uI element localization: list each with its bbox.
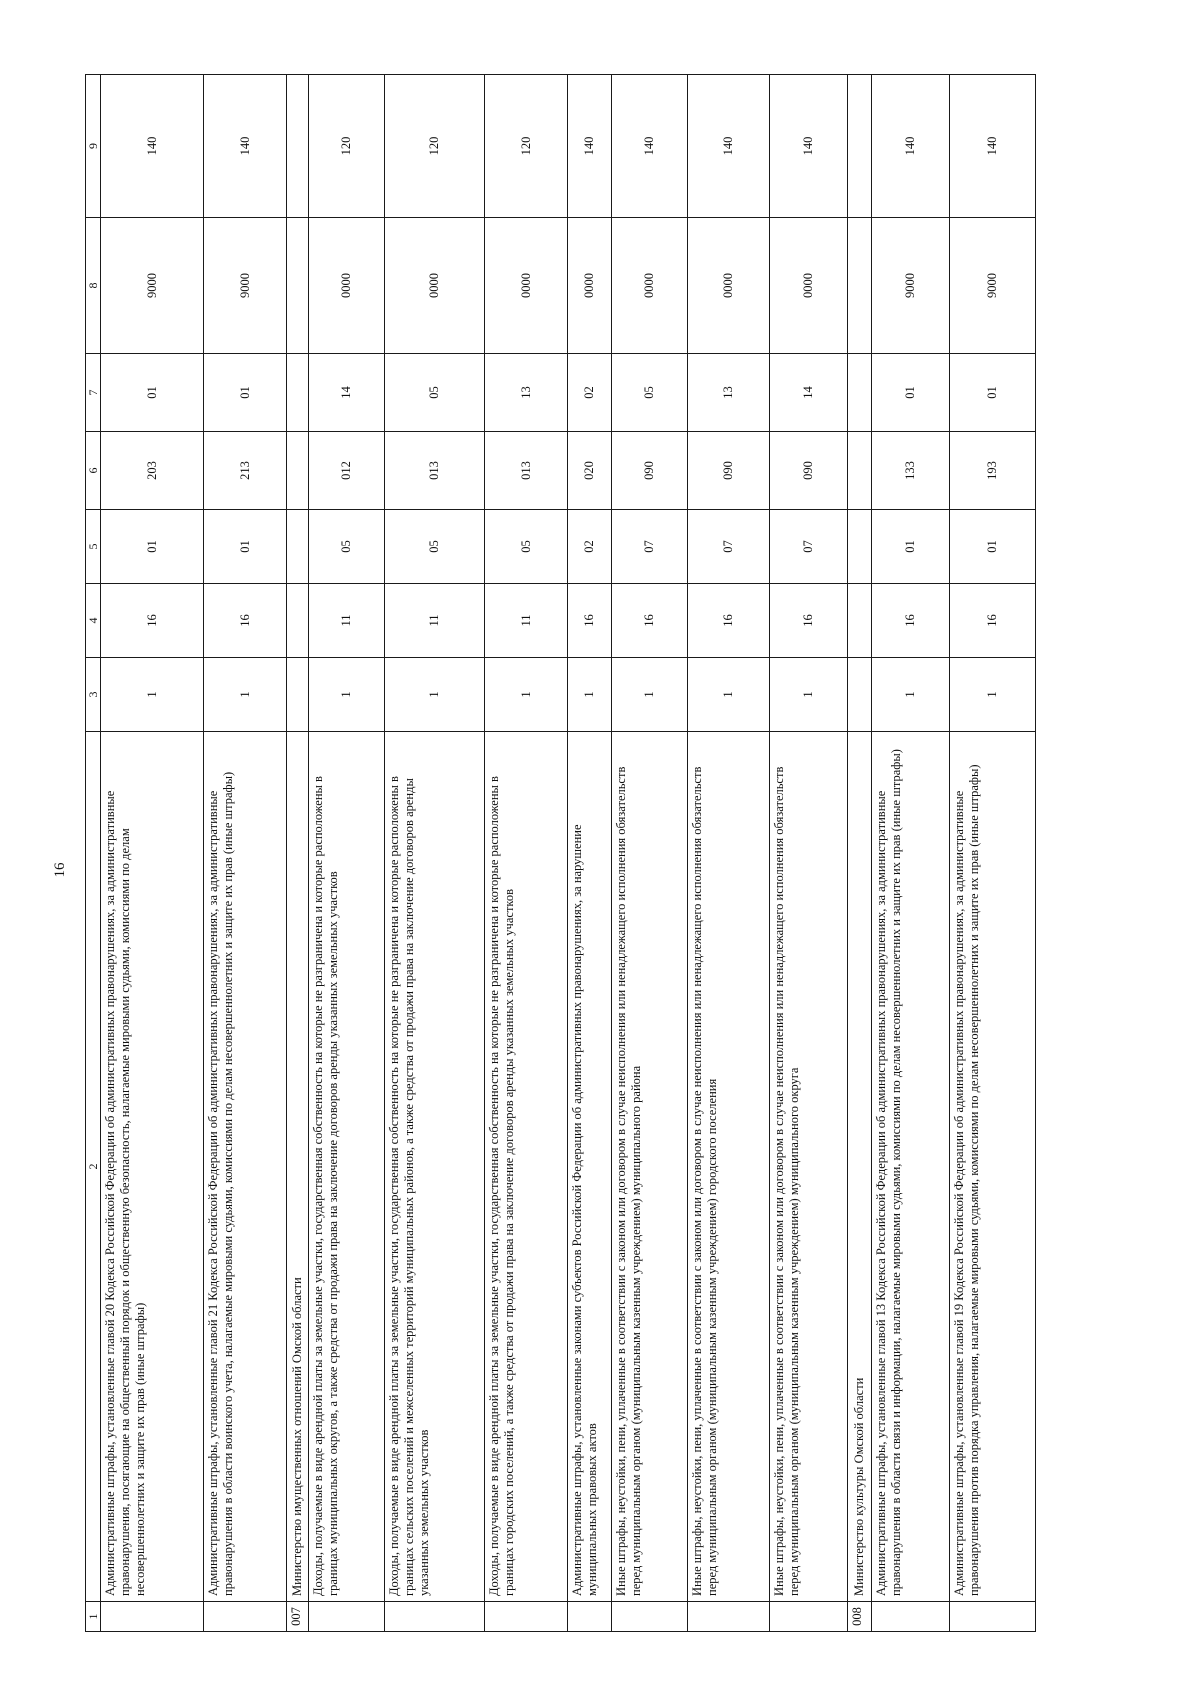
code-cell: 05 (612, 354, 688, 432)
code-cell: 07 (770, 510, 848, 584)
column-number: 5 (86, 510, 101, 584)
code-cell (848, 510, 872, 584)
code-cell (287, 354, 309, 432)
code-cell: 14 (309, 354, 385, 432)
code-cell: 193 (950, 432, 1036, 510)
description-cell: Административные штрафы, установленные законами субъектов Российской Федерации об административных правонарушениях, за нарушение муниципальных правовых актов (568, 732, 612, 1602)
description-cell: Иные штрафы, неустойки, пени, уплаченные в соответствии с законом или договором в случае неисполнения или ненадлежащего исполнения обязательств перед муниципальным органом (муниципальным казенным учреждением) муниципального округа (770, 732, 848, 1602)
code-cell: 0000 (568, 218, 612, 354)
description-cell: Доходы, получаемые в виде арендной платы за земельные участки, государственная собственность на которые не разграничена и которые расположены в границах муниципальных округов, а также средства от продажи права на заключение договоров аренды указанных земельных участков (309, 732, 385, 1602)
admin-code-cell (101, 1602, 204, 1632)
code-cell: 16 (688, 584, 770, 658)
description-cell: Иные штрафы, неустойки, пени, уплаченные в соответствии с законом или договором в случае неисполнения или ненадлежащего исполнения обязательств перед муниципальным органом (муниципальным казенным учреждением) городского поселения (688, 732, 770, 1602)
code-cell (848, 658, 872, 732)
code-cell: 11 (309, 584, 385, 658)
code-cell: 13 (688, 354, 770, 432)
description-cell: Административные штрафы, установленные главой 21 Кодекса Российской Федерации об административных правонарушениях, за административные правонарушения в области воинского учета, налагаемые мировыми судьями, комиссиями по делам несовершеннолетних и защите их прав (иные штрафы) (204, 732, 287, 1602)
admin-code-cell: 007 (287, 1602, 309, 1632)
code-cell: 012 (309, 432, 385, 510)
code-cell: 01 (204, 354, 287, 432)
rotated-table-sheet (85, 75, 1114, 1632)
code-cell: 213 (204, 432, 287, 510)
column-number: 3 (86, 658, 101, 732)
code-cell: 0000 (309, 218, 385, 354)
code-cell: 203 (101, 432, 204, 510)
column-number: 1 (86, 1602, 101, 1632)
code-cell: 9000 (950, 218, 1036, 354)
code-cell (287, 658, 309, 732)
admin-code-cell (204, 1602, 287, 1632)
code-cell (848, 584, 872, 658)
code-cell: 140 (101, 75, 204, 218)
admin-code-cell (770, 1602, 848, 1632)
code-cell: 013 (385, 432, 485, 510)
admin-code-cell (568, 1602, 612, 1632)
code-cell: 090 (770, 432, 848, 510)
column-number: 2 (86, 732, 101, 1602)
page-number: 16 (52, 862, 68, 878)
code-cell: 090 (688, 432, 770, 510)
code-cell (848, 75, 872, 218)
code-cell: 01 (950, 510, 1036, 584)
code-cell: 9000 (872, 218, 950, 354)
code-cell: 05 (485, 510, 568, 584)
code-cell: 1 (485, 658, 568, 732)
column-number: 6 (86, 432, 101, 510)
table-row (568, 75, 612, 1632)
table-row (950, 75, 1036, 1632)
description-cell: Доходы, получаемые в виде арендной платы за земельные участки, государственная собственность на которые не разграничена и которые расположены в границах городских поселений, а также средства от продажи права на заключение договоров аренды указанных земельных участков (485, 732, 568, 1602)
code-cell: 14 (770, 354, 848, 432)
code-cell: 0000 (385, 218, 485, 354)
code-cell: 9000 (204, 218, 287, 354)
code-cell: 05 (385, 510, 485, 584)
section-row (287, 75, 309, 1632)
code-cell: 0000 (485, 218, 568, 354)
section-title-cell: Министерство культуры Омской области (848, 732, 872, 1602)
code-cell: 01 (872, 354, 950, 432)
code-cell: 0000 (770, 218, 848, 354)
description-cell: Административные штрафы, установленные главой 19 Кодекса Российской Федерации об административных правонарушениях, за административные правонарушения против порядка управления, налагаемые мировыми судьями, комиссиями по делам несовершеннолетних и защите их прав (иные штрафы) (950, 732, 1036, 1602)
code-cell: 013 (485, 432, 568, 510)
admin-code-cell (309, 1602, 385, 1632)
code-cell: 1 (872, 658, 950, 732)
code-cell: 16 (101, 584, 204, 658)
code-cell: 16 (612, 584, 688, 658)
section-row (848, 75, 872, 1632)
code-cell (848, 432, 872, 510)
code-cell: 01 (950, 354, 1036, 432)
description-cell: Административные штрафы, установленные главой 20 Кодекса Российской Федерации об административных правонарушениях, за административные правонарушения, посягающие на общественный порядок и общественную безопасность, налагаемые мировыми судьями, комиссиями по делам несовершеннолетних и защите их прав (иные штрафы) (101, 732, 204, 1602)
admin-code-cell (688, 1602, 770, 1632)
code-cell: 0000 (688, 218, 770, 354)
code-cell (287, 510, 309, 584)
code-cell: 16 (568, 584, 612, 658)
code-cell: 16 (770, 584, 848, 658)
code-cell: 133 (872, 432, 950, 510)
code-cell: 07 (688, 510, 770, 584)
code-cell: 1 (385, 658, 485, 732)
code-cell: 140 (568, 75, 612, 218)
code-cell: 1 (688, 658, 770, 732)
column-number: 4 (86, 584, 101, 658)
admin-code-cell (872, 1602, 950, 1632)
column-number: 7 (86, 354, 101, 432)
admin-code-cell (385, 1602, 485, 1632)
code-cell: 090 (612, 432, 688, 510)
table-row (309, 75, 385, 1632)
table-row (872, 75, 950, 1632)
column-number: 9 (86, 75, 101, 218)
table-header-row (86, 75, 101, 1632)
code-cell: 1 (568, 658, 612, 732)
code-cell: 02 (568, 354, 612, 432)
code-cell: 01 (204, 510, 287, 584)
code-cell: 02 (568, 510, 612, 584)
description-cell: Иные штрафы, неустойки, пени, уплаченные в соответствии с законом или договором в случае неисполнения или ненадлежащего исполнения обязательств перед муниципальным органом (муниципальным казенным учреждением) муниципального района (612, 732, 688, 1602)
code-cell: 01 (101, 354, 204, 432)
code-cell (287, 584, 309, 658)
admin-code-cell (950, 1602, 1036, 1632)
code-cell: 16 (950, 584, 1036, 658)
code-cell (287, 75, 309, 218)
code-cell: 11 (485, 584, 568, 658)
revenue-codes-table (85, 74, 1036, 1632)
code-cell: 1 (950, 658, 1036, 732)
code-cell (287, 432, 309, 510)
code-cell: 1 (101, 658, 204, 732)
code-cell: 140 (204, 75, 287, 218)
code-cell: 120 (309, 75, 385, 218)
table-row (385, 75, 485, 1632)
code-cell: 07 (612, 510, 688, 584)
table-row (688, 75, 770, 1632)
code-cell: 120 (385, 75, 485, 218)
code-cell: 140 (688, 75, 770, 218)
code-cell (848, 218, 872, 354)
code-cell: 9000 (101, 218, 204, 354)
code-cell: 01 (101, 510, 204, 584)
code-cell: 01 (872, 510, 950, 584)
code-cell: 16 (204, 584, 287, 658)
table-row (204, 75, 287, 1632)
code-cell: 140 (612, 75, 688, 218)
code-cell: 05 (309, 510, 385, 584)
code-cell: 1 (204, 658, 287, 732)
description-cell: Доходы, получаемые в виде арендной платы за земельные участки, государственная собственность на которые не разграничена и которые расположены в границах сельских поселений и межселенных территорий муниципальных районов, а также средства от продажи права на заключение договоров аренды указанных земельных участков (385, 732, 485, 1602)
code-cell (287, 218, 309, 354)
section-title-cell: Министерство имущественных отношений Омской области (287, 732, 309, 1602)
table-row (770, 75, 848, 1632)
code-cell: 1 (770, 658, 848, 732)
code-cell (848, 354, 872, 432)
code-cell: 11 (385, 584, 485, 658)
admin-code-cell: 008 (848, 1602, 872, 1632)
table-row (101, 75, 204, 1632)
table-row (485, 75, 568, 1632)
description-cell: Административные штрафы, установленные главой 13 Кодекса Российской Федерации об административных правонарушениях, за административные правонарушения в области связи и информации, налагаемые мировыми судьями, комиссиями по делам несовершеннолетних и защите их прав (иные штрафы) (872, 732, 950, 1602)
code-cell: 1 (309, 658, 385, 732)
code-cell: 0000 (612, 218, 688, 354)
code-cell: 020 (568, 432, 612, 510)
code-cell: 140 (770, 75, 848, 218)
admin-code-cell (612, 1602, 688, 1632)
table-row (612, 75, 688, 1632)
code-cell: 16 (872, 584, 950, 658)
code-cell: 140 (950, 75, 1036, 218)
code-cell: 13 (485, 354, 568, 432)
code-cell: 120 (485, 75, 568, 218)
admin-code-cell (485, 1602, 568, 1632)
column-number: 8 (86, 218, 101, 354)
code-cell: 1 (612, 658, 688, 732)
code-cell: 05 (385, 354, 485, 432)
code-cell: 140 (872, 75, 950, 218)
